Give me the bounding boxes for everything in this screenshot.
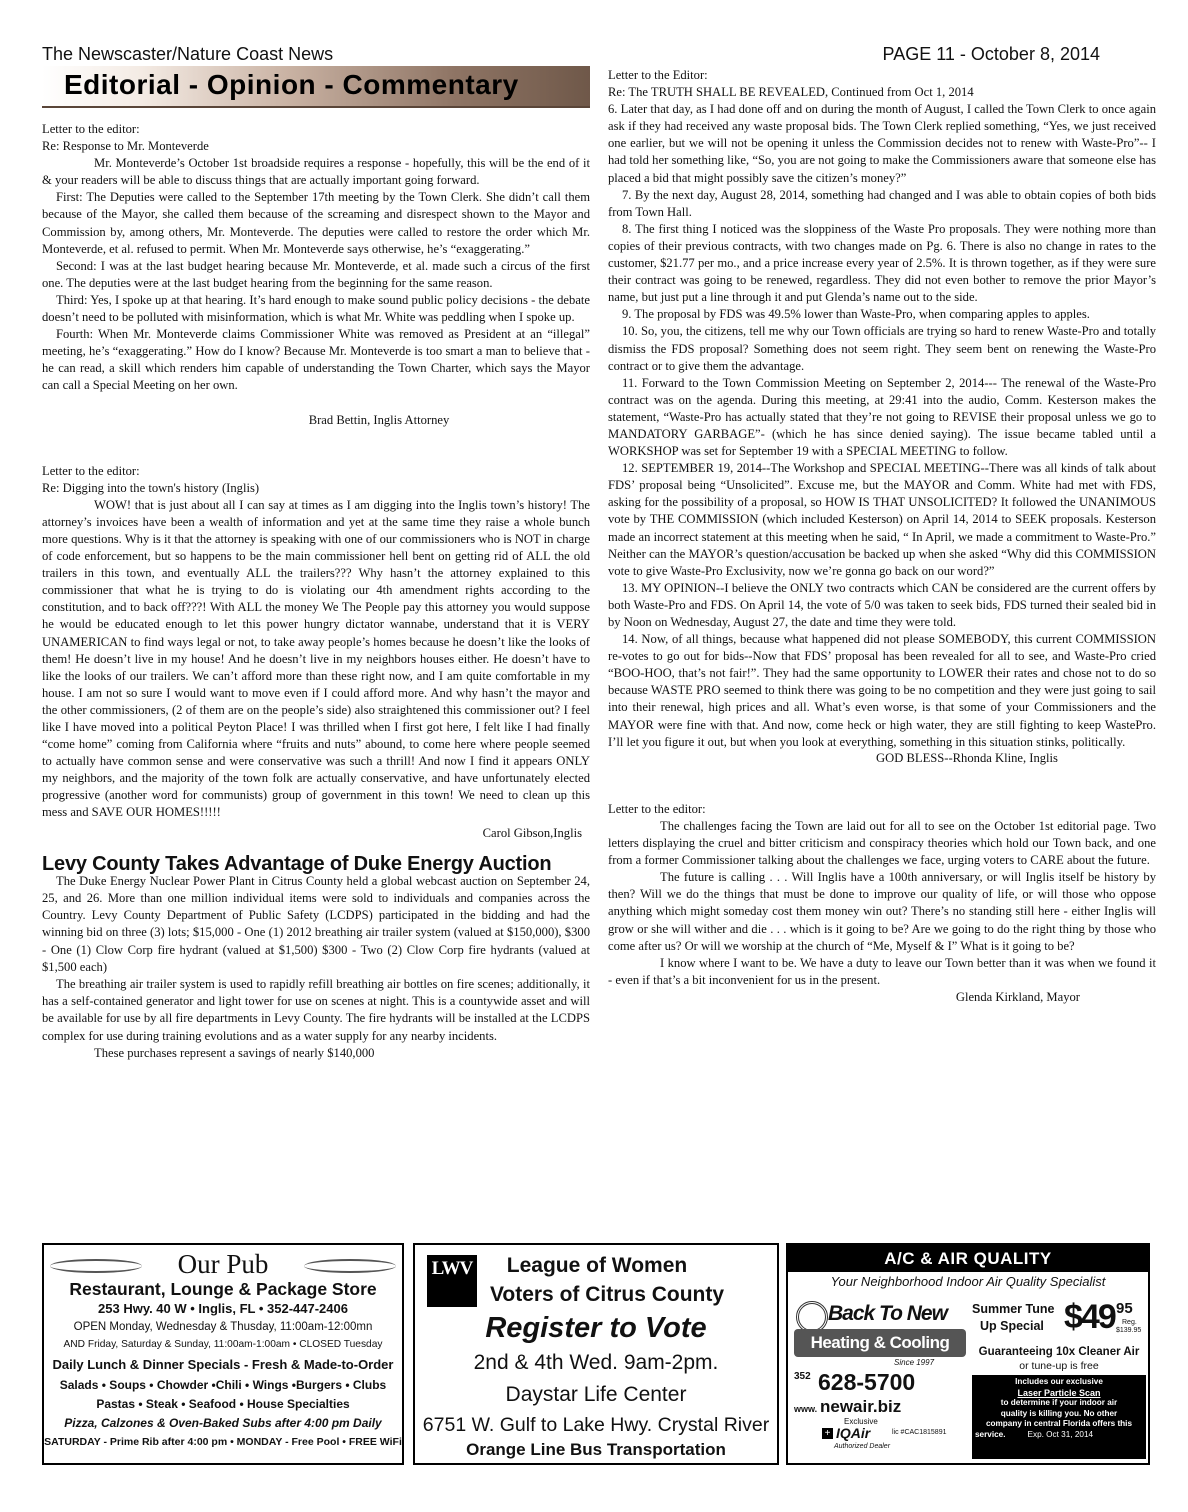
ad-pub-menu: Pastas • Steak • Seafood • House Specialties [96, 1397, 350, 1411]
ad-ac-exclusive: Exclusive [844, 1417, 878, 1426]
ad-pub-menu: Salads • Soups • Chowder •Chili • Wings •Burgers • Clubs [59, 1378, 387, 1392]
article-headline: Levy County Takes Advantage of Duke Energy Auction [42, 852, 552, 875]
page-number-date: PAGE 11 - October 8, 2014 [882, 44, 1100, 64]
article-paragraph: The Duke Energy Nuclear Power Plant in Citrus County held a global webcast auction on September 24, 25, and 26. More than one million individual items were sold to individuals and companies across the Country. Levy County Department of Public Safety (LCDPS) participated in the bidding and had the winning bid on three (3) lots; $15,000 - One (1) 2012 breathing air trailer system (valued at $150,000), $300 - One (1) Clow Corp fire hydrant (valued at $1,500) $300 - Two (2) Clow Corp fire hydrants (valued at $1,500 each) [42, 873, 590, 974]
letter-paragraph: Fourth: When Mr. Monteverde claims Commissioner White was removed as President at an “illegal” meeting, he’s “exaggerating.” How do I know? Because Mr. Monteverde is too smart a man to believe that - he can read, a skill which renders him capable of understanding the Town Charter, which says the Mayor can call a Special Meeting on her own. [42, 327, 590, 393]
letter-paragraph: 14. Now, of all things, because what happened did not please SOMEBODY, this current COMMISSION re-votes to go out for bids--Now that FDS’ proposal has been revealed for all to see, and Waste-Pro cried “BOO-HOO, that’s not fair!”. They had the same opportunity to LOWER their rates and chose not to do so because WASTE PRO seemed to think there was going to be no competition and they were just going to sail into their renewal, high prices and all. What’s even worse, is that some of your Commissioners and the MAYOR were fine with that. And now, come heck or high water, they are still fighting to keep WastePro. I’ll let you figure it out, but when you look at everything, something in this situation stinks, politically. [608, 632, 1156, 749]
ad-pub-specials: Daily Lunch & Dinner Specials - Fresh & Made-to-Order [52, 1357, 394, 1372]
ad-ac-iqair: IQAir [836, 1425, 871, 1441]
letter-paragraph: 7. By the next day, August 28, 2014, something had changed and I was able to obtain copies of both bids from Town Hall. [608, 187, 1156, 219]
ad-ac-price-cents: 95 [1116, 1300, 1133, 1317]
letter-paragraph: WOW! that is just about all I can say at times as I am digging into the Inglis town’s history! The attorney’s invoices have been a wealth of information and yet at the same time they raise a whole bunch more questions. Why is it that the attorney is speaking with one of our commissioners who is NOT in charge of code enforcement, but so happens to be the main commissioner hell bent on getting rid of ALL the old trailers in this town, and eventually ALL the trailers??? Why hasn’t the attorney explained to this commissioner that what he is trying to do is violating our 4th amendment rights according to the constitution, and to back off???! With ALL the money We The People pay this attorney you would suppose he would be educated enough to let this power hungry dictator wannabe, understand that it is VERY UNAMERICAN to find ways legal or not, to take away people’s homes because he doesn’t like the looks of them! He doesn’t live in my house! And he doesn’t live in my neighbors houses either. He doesn’t have to like the looks of our trailers. We can’t afford more than these right now, and I am quite comfortable in my house. I am not so sure I would want to move even if I could afford more. And why hasn’t the mayor and the other commissioners, (2 of them are on the people’s side) also straightened this commissioner out? I feel like I have moved into a political Peyton Place! I was thrilled when I first got here, I felt like I had finally “come home” coming from California where “fruits and nuts” abound, to come here where people seemed to actually have common sense and were conservative was such a thrill! And now I find it appears ONLY my neighbors, and the majority of the town folk are actually conservative, and have unfortunately elected progressive (another word for communists) group of government in this town! We need to clean up this mess and SAVE OUR HOMES!!!!! [42, 497, 590, 820]
left-column [42, 121, 590, 1062]
letter-kirkland [608, 801, 1156, 1006]
letter-salutation: Letter to the editor: [42, 463, 140, 478]
ad-ac-price: $49 [1064, 1298, 1115, 1336]
ad-pub-name: Our Pub [177, 1249, 269, 1279]
letter-paragraph: I know where I want to be. We have a duty to leave our Town better than it was when we found it - even if that’s a bit inconvenient for us in the present. [608, 955, 1156, 987]
ad-ac-since: Since 1997 [894, 1358, 935, 1367]
ad-ac-scan-text: Laser Particle Scan [1017, 1387, 1101, 1398]
ad-lwv-org: Voters of Citrus County [489, 1283, 725, 1306]
ad-ac-scan-box [972, 1375, 1146, 1459]
letter-re-line: Re: Response to Mr. Monteverde [42, 139, 209, 154]
ad-ac-reg-price: $139.95 [1116, 1327, 1142, 1334]
publication-name: The Newscaster/Nature Coast News [42, 44, 334, 64]
ad-ac-promo: Up Special [980, 1319, 1044, 1333]
letter-paragraph: 8. The first thing I noticed was the sloppiness of the Waste Pro proposals. They were nothing more than copies of their previous contracts, with two changes made on Pg. 6. There is also no change in rates to the customer, $21.77 per mo., and a price increase every year of 2.5%. It is thrown together, as if they were sure their contract was going to be renewed, regardless. They did not even bother to remove the prior Mayor’s name, but just put a line through it and put Glenda’s name out to the side. [608, 221, 1156, 305]
ad-pub-hours: AND Friday, Saturday & Sunday, 11:00am-1:00am • CLOSED Tuesday [63, 1339, 383, 1350]
ad-ac-promo: Summer Tune [972, 1302, 1055, 1316]
ad-pub-hours: OPEN Monday, Wednesday & Thusday, 11:00am-12:00mn [73, 1321, 373, 1333]
ad-pub-address: 253 Hwy. 40 W • Inglis, FL • 352-447-2406 [98, 1301, 348, 1316]
letter-signature: Glenda Kirkland, Mayor [955, 989, 1080, 1004]
letter-salutation: Letter to the editor: [608, 801, 706, 816]
ad-league-women-voters [413, 1243, 779, 1465]
lwv-logo-icon: LWV [427, 1255, 477, 1307]
section-title: Editorial - Opinion - Commentary [64, 69, 519, 100]
letter-paragraph: The challenges facing the Town are laid out for all to see on the October 1st editorial page. Two letters displaying the cruel and bitter criticism and conspiracy theories which hold our Town back, and one from a former Commissioner talking about the challenges we face, urging voters to CARE about the future. [608, 818, 1156, 868]
ad-ac-brand-sub: Heating & Cooling [794, 1329, 966, 1357]
letter-gibson [42, 463, 590, 842]
ad-ac-authorized: Authorized Dealer [834, 1443, 891, 1450]
ad-ac-scan-text: Includes our exclusive [1015, 1377, 1103, 1386]
ad-lwv-schedule: 2nd & 4th Wed. 9am-2pm. [473, 1351, 719, 1374]
ad-ac-scan-text: quality is killing you. No other [1000, 1408, 1118, 1418]
letter-paragraph: 13. MY OPINION--I believe the ONLY two contracts which CAN be considered are the current offers by both Waste-Pro and FDS. On April 14, the vote of 5/0 was taken to seek bids, FDS turned their sealed bid in by Noon on Wednesday, August 27, the date and time they were told. [608, 580, 1156, 629]
letter-paragraph: 10. So, you, the citizens, tell me why our Town officials are trying so hard to renew Waste-Pro and totally dismiss the FDS proposal? Something does not seem right. They seem bent on renewing the Waste-Pro contract or to give them the advantage. [608, 324, 1156, 373]
ad-ac-air-quality [786, 1243, 1150, 1465]
ad-lwv-address: 6751 W. Gulf to Lake Hwy. Crystal River [422, 1414, 770, 1436]
ad-pub-weekly: SATURDAY - Prime Rib after 4:00 pm • MONDAY - Free Pool • FREE WiFi [44, 1436, 402, 1448]
letter-paragraph: 9. The proposal by FDS was 49.5% lower than Waste-Pro, when comparing apples to apples. [622, 307, 1090, 322]
ad-pub-menu: Pizza, Calzones & Oven-Baked Subs after 4:00 pm Daily [64, 1416, 382, 1430]
ad-lwv-headline: Register to Vote [485, 1312, 707, 1344]
right-column [608, 67, 1156, 1006]
ad-lwv-transport: Orange Line Bus Transportation [466, 1440, 726, 1459]
ornament-right-icon [304, 1259, 396, 1273]
letter-bettin [42, 121, 590, 429]
letter-paragraph: 12. SEPTEMBER 19, 2014--The Workshop and SPECIAL MEETING--There was all kinds of talk about FDS’ proposal being “Unsolicited”. Excuse me, but the MAYOR and Comm. White had met with FDS, asking for the possibility of a proposal, so HOW IS THAT UNSOLICITED? It followed the UNANIMOUS vote by THE COMMISSION (which included Kesterson) on April 14, 2014 to SEEK proposals. Kesterson made an incorrect statement at this meeting when he said, “ In April, we made a commitment to Waste-Pro.” Neither can the MAYOR’s question/accusation be backed up when she asked “Why did this COMMISSION vote to give Waste-Pro Exclusivity, now we’re gonna go back on our word?” [608, 461, 1156, 578]
ad-our-pub [42, 1243, 404, 1465]
ad-ac-reg-label: Reg. [1122, 1319, 1137, 1326]
letter-salutation: Letter to the editor: [42, 122, 140, 136]
letter-re-line: Re: Digging into the town's history (Inglis) [42, 480, 260, 495]
letter-paragraph: 6. Later that day, as I had done off and on during the month of August, I called the Town Clerk to once again ask if they had received any waste proposal bids. The Town Clerk replied something, “Yes, we just received one earlier, but we will not be opening it unless the Commission decides not to renew with Waste-Pro”-- I had told her something like, “So, you are not going to make the Commissioners aware that someone else has placed a bid that might possibly save the citizen’s money?” [608, 102, 1156, 185]
ad-lwv-org: League of Women [506, 1254, 688, 1277]
letter-paragraph: Third: Yes, I spoke up at that hearing. It’s hard enough to make sound public policy decisions - the debate doesn’t need to be polluted with misinformation, which is what Mr. White was peddling when I spoke up. [42, 292, 590, 325]
ad-ac-tuneup: or tune-up is free [1019, 1360, 1099, 1372]
ornament-left-icon [50, 1259, 142, 1273]
letter-kline [608, 67, 1156, 767]
article-paragraph: The breathing air trailer system is used to rapidly refill breathing air bottles on fire scenes; additionally, it has a self-contained generator and light tower for use on scenes at night. This is a countywide asset and will be available for use by all fire departments in Levy County. The fire hydrants will be installed at the LCDPS complex for use during training evolutions and as a water supply for any nearby incidents. [42, 976, 590, 1043]
ad-ac-scan-text: service. [975, 1429, 1006, 1439]
ad-lwv-venue: Daystar Life Center [505, 1383, 687, 1406]
ad-ac-brand: Back To New [828, 1302, 947, 1325]
article-paragraph: These purchases represent a savings of nearly $140,000 [94, 1045, 375, 1060]
ad-ac-website: newair.biz [820, 1397, 902, 1416]
ad-ac-title: A/C & AIR QUALITY [788, 1245, 1148, 1272]
letter-salutation: Letter to the Editor: [608, 68, 708, 82]
plus-logo-icon: + [822, 1428, 833, 1439]
ad-ac-web-prefix: www. [794, 1404, 818, 1414]
ad-pub-tagline: Restaurant, Lounge & Package Store [69, 1279, 377, 1299]
letter-paragraph: Mr. Monteverde’s October 1st broadside requires a response - hopefully, this will be the end of it & your readers will be able to discuss things that are actually important going forward. [42, 156, 590, 188]
letter-paragraph: Second: I was at the last budget hearing because Mr. Monteverde, et al. made such a circus of the first one. The deputies were at the last budget hearing from the beginning for the same reason. [42, 258, 590, 290]
ad-ac-phone: 628-5700 [818, 1369, 916, 1395]
letter-signature: Carol Gibson,Inglis [482, 825, 582, 840]
letter-paragraph: 11. Forward to the Town Commission Meeting on September 2, 2014--- The renewal of the Waste-Pro contract was on the agenda. During this meeting, at 29:41 into the audio, Comm. Kesterson makes the statement, “Waste-Pro has actually stated that they’re not going to REVISE their proposal unless we go to MANDATORY GARBAGE”- (which he has since denied saying). The issue became tabled until a WORKSHOP was set for September 19 with a SPECIAL MEETING to follow. [608, 375, 1156, 459]
ad-ac-license: lic #CAC1815891 [892, 1429, 947, 1436]
ad-ac-expiry: Exp. Oct 31, 2014 [1027, 1429, 1094, 1439]
ad-ac-guarantee: Guaranteeing 10x Cleaner Air [978, 1346, 1140, 1358]
letter-paragraph: First: The Deputies were called to the September 17th meeting by the Town Clerk. She didn’t call them because of the Mayor, she called them because of the screaming and disrespect shown to the Mayor and Commission by, among others, Mr. Monteverde. The deputies were called to restore the order which Mr. Monteverde, et al. refused to permit. When Mr. Monteverde says otherwise, he’s “exaggerating.” [42, 190, 590, 256]
article-duke-auction [42, 852, 590, 1062]
ad-ac-tagline: Your Neighborhood Indoor Air Quality Specialist [830, 1274, 1106, 1289]
section-banner [42, 66, 590, 108]
ad-ac-scan-text: to determine if your indoor air [1000, 1398, 1118, 1407]
letter-signature: Brad Bettin, Inglis Attorney [308, 412, 450, 427]
letter-re-line: Re: The TRUTH SHALL BE REVEALED, Continued from Oct 1, 2014 [608, 85, 974, 100]
letter-signature: GOD BLESS--Rhonda Kline, Inglis [876, 750, 1058, 765]
ad-ac-scan-text: company in central Florida offers this [985, 1419, 1133, 1428]
ad-ac-area-code: 352 [794, 1371, 811, 1382]
letter-paragraph: The future is calling . . . Will Inglis have a 100th anniversary, or will Inglis itself be history by then? Will we do the things that must be done to improve our quality of life, or will those who oppose anything which might someday cost them money win out? There’s no standing still here - either Inglis will grow or she will wither and die . . . which is it going to be? Are we going to do the right thing by those who come after us? Or will we worship at the church of “Me, Myself & I” What is it going to be? [608, 870, 1156, 953]
